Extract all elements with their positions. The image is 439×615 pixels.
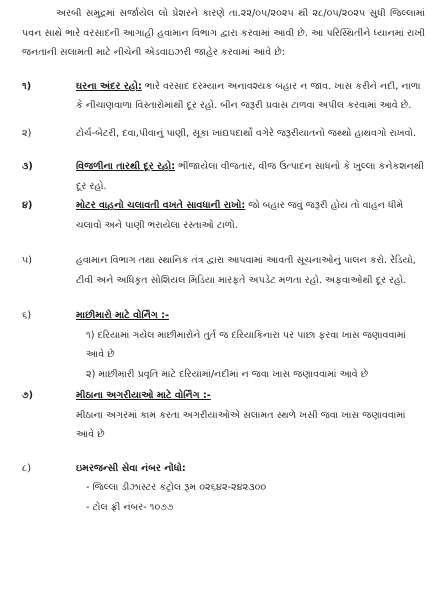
advisory-item-3	[22, 157, 425, 196]
emergency-number: - જિલ્લા ડીઝાસ્ટર કંટ્રોલ રૂમ ૦૨૬૪૨-૨૪૨૩૦૦	[86, 482, 267, 493]
advisory-item-6	[22, 306, 425, 384]
item-subpoint: ૨) માછીમારી પ્રવૃતિ માટે દરિયામાં/નદીમાં ન જવા ખાસ જણાવવામાં આવે છે	[86, 368, 369, 380]
item-text: ભીંજાયેલા વીજતાર, વીજ ઉત્પાદન સાધનો કે ખુલ્લા કનેકશનથી દૂર રહો.	[76, 161, 424, 192]
item-number: ૮)	[22, 462, 32, 474]
advisory-item-8	[22, 459, 425, 518]
item-subpoint: ૧) દરિયામાં ગયેલ માછીમારોને તુર્ત જ દરિયાકિનારા પર પાછા ફરવા ખાસ જણાવવામાં આવે છે	[86, 329, 406, 360]
advisory-item-2	[22, 124, 425, 144]
item-heading: માછીમારો માટે વોર્નિંગ :-	[76, 310, 170, 321]
item-number: ૩)	[22, 161, 33, 172]
item-subpoint: મીઠાના અગરમાં કામ કરતા અગરીયાઓએ સલામત સ્થળે ખસી જવા ખાસ જણાવવામાં આવે છે	[76, 409, 406, 440]
emergency-number: - ટોલ ફ્રી નંબર- ૧૦૭૭	[86, 501, 174, 513]
advisory-item-4	[22, 196, 425, 235]
advisory-item-5	[22, 251, 425, 290]
item-number: ૨)	[22, 127, 32, 139]
item-heading: ઘરના અંદર રહો:	[76, 80, 142, 92]
item-text: હવામાન વિભાગ તથા સ્થાનિક તંત્ર દ્વારા આપવામાં આવતી સૂચનાઓનું પાલન કરો. રેડિયો, ટીવી અને અધિકૃત સોશિયલ મિડિયા મારફતે અપડેટ મળતા રહો. અફવાઓથી દૂર રહો.	[76, 255, 416, 286]
item-number: ૧)	[22, 80, 32, 92]
intro-text: અરબી સમુદ્રમાં સર્જાયેલ લો પ્રેશરને કારણે તા.૨૨/૦૫/૨૦૨૫ થી ૨૮/૦૫/૨૦૨૫ સુધી જિલ્લામાં પવન સાથે ભારે વરસાદની આગાહી હવામાન વિભાગ દ્વારા કરવામાં આવી છે. આ પરિસ્થિતીને ધ્યાનમાં રાખી જનતાની સલામતી માટે નીચેની એડવાઇઝરી જાહેર કરવામાં આવે છે:	[22, 8, 425, 58]
advisory-item-7	[22, 386, 425, 445]
item-number: ૬)	[22, 310, 32, 321]
item-number: ૭)	[22, 390, 34, 401]
item-heading: વિજળીના તારથી દૂર રહો:	[76, 161, 176, 172]
intro-paragraph	[22, 4, 425, 63]
item-text: ભારે વરસાદ દરમ્યાન અનાવશ્યક બહાર ન જાવ. ખાસ કરીને નદી, નાળા કે નીચાણવાળા વિસ્તારોમાંથી દૂર રહો. બીન જરૂરી પ્રવાસ ટાળવા અપીલ કરવામાં આવે છે.	[76, 80, 421, 111]
item-number: ૪)	[22, 200, 33, 211]
item-heading: મોટર વાહનો ચલાવતી વખતે સાવધાની રાખો:	[76, 200, 246, 211]
advisory-item-1	[22, 77, 425, 116]
item-text: ટોર્ચ-બેટરી, દવા,પીવાનું પાણી, સૂકા ખાદ્યપદાર્થો વગેરે જરૂરીયાતનો જથ્થો હાથવગો રાખવો.	[76, 127, 417, 139]
item-number: ૫)	[22, 255, 33, 266]
item-text: જો બહાર જવું જરૂરી હોય તો વાહન ધીમે ચલાવો અને પાણી ભરાયેલા રસ્તાઓ ટાળો.	[76, 200, 404, 231]
item-heading: મીઠાના અગરીયાઓ માટે વોર્નિંગ :-	[76, 390, 211, 401]
item-heading: ઇમરજન્સી સેવા નંબર નોંધો:	[76, 462, 186, 474]
